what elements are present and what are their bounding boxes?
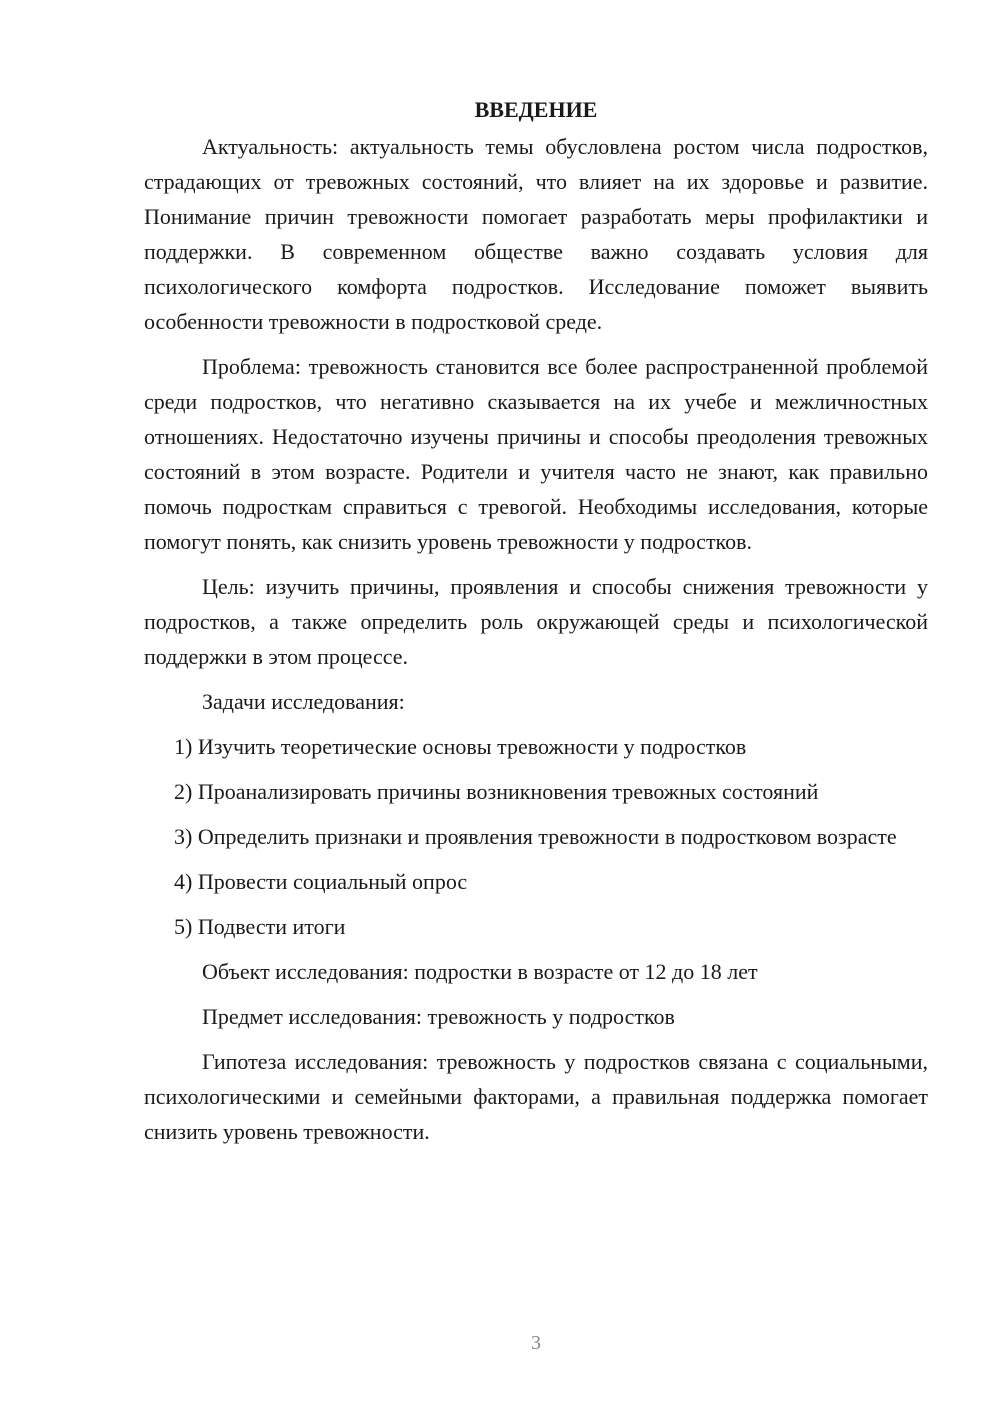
subject-paragraph: Предмет исследования: тревожность у подростков (202, 1004, 675, 1029)
page-number: 3 (531, 1332, 541, 1354)
goal-paragraph: Цель: изучить причины, проявления и способы снижения тревожности у подростков, а также определить роль окружающей среды и психологической поддержки в этом процессе. (144, 574, 928, 669)
hypothesis-paragraph: Гипотеза исследования: тревожность у подростков связана с социальными, психологическими и семейными факторами, а правильная поддержка помогает снизить уровень тревожности. (144, 1049, 928, 1144)
task-item: 3) Определить признаки и проявления тревожности в подростковом возрасте (174, 824, 897, 849)
task-item: 5) Подвести итоги (174, 914, 346, 939)
task-item: 2) Проанализировать причины возникновения тревожных состояний (174, 779, 819, 804)
document-page (144, 92, 928, 1159)
task-item: 1) Изучить теоретические основы тревожности у подростков (174, 734, 747, 759)
task-item: 4) Провести социальный опрос (174, 869, 468, 894)
relevance-paragraph: Актуальность: актуальность темы обусловлена ростом числа подростков, страдающих от тревожных состояний, что влияет на их здоровье и развитие. Понимание причин тревожности помогает разработать меры профилактики и поддержки. В современном обществе важно создавать условия для психологического комфорта подростков. Исследование поможет выявить особенности тревожности в подростковой среде. (144, 134, 928, 334)
tasks-list (144, 729, 928, 944)
problem-paragraph: Проблема: тревожность становится все более распространенной проблемой среди подростков, что негативно сказывается на их учебе и межличностных отношениях. Недостаточно изучены причины и способы преодоления тревожных состояний в этом возрасте. Родители и учителя часто не знают, как правильно помочь подросткам справиться с тревогой. Необходимы исследования, которые помогут понять, как снизить уровень тревожности у подростков. (144, 354, 928, 554)
object-paragraph: Объект исследования: подростки в возрасте от 12 до 18 лет (202, 959, 758, 984)
section-title: ВВЕДЕНИЕ (474, 97, 598, 122)
tasks-heading: Задачи исследования: (202, 689, 405, 714)
